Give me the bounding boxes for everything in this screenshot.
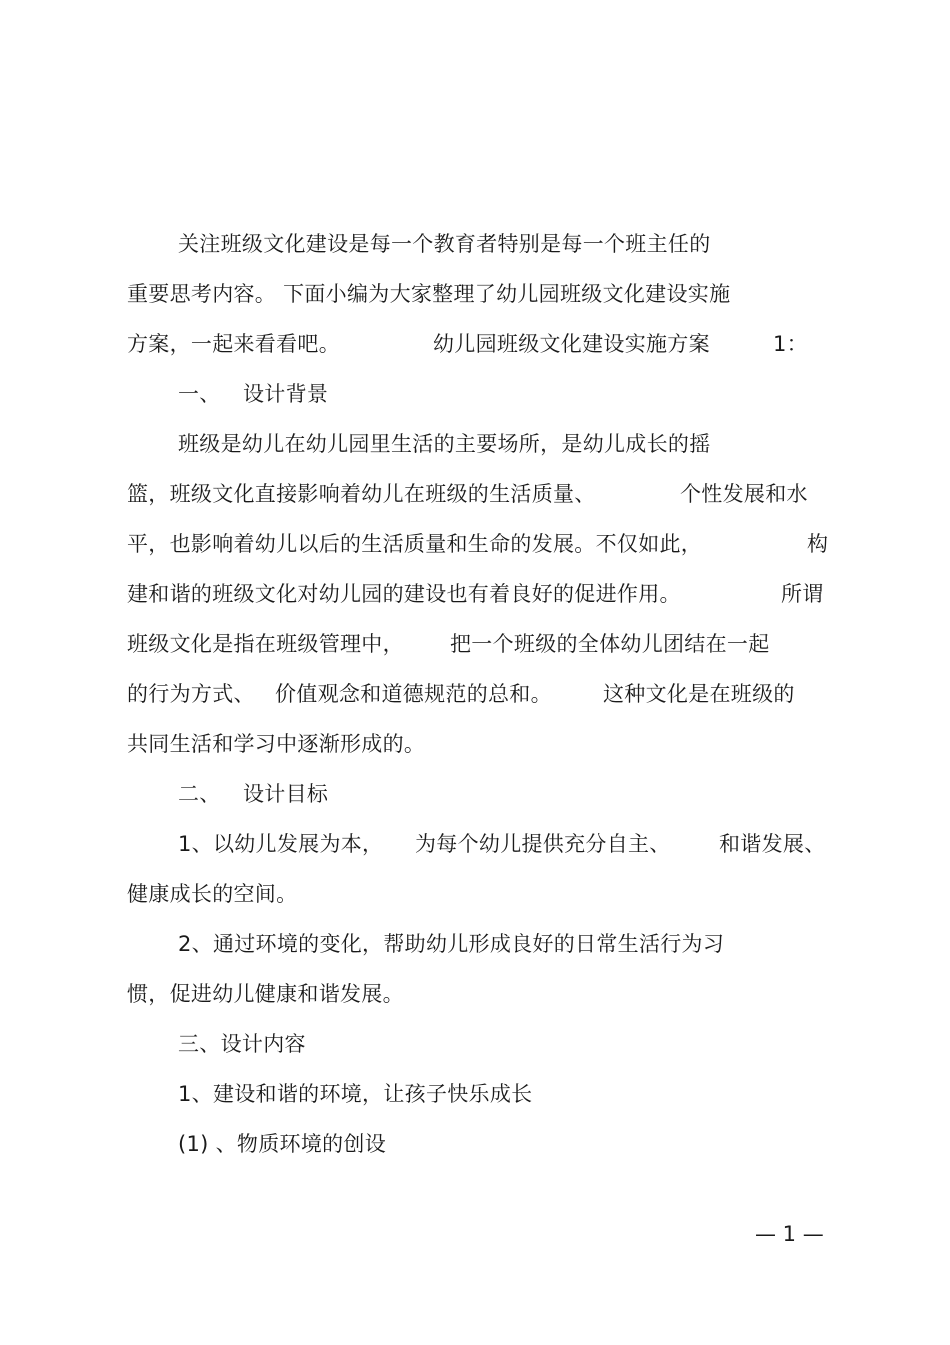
- plan-title: 幼儿园班级文化建设实施方案: [433, 332, 710, 356]
- background-line-6b: 价值观念和道德规范的总和。: [275, 682, 552, 706]
- background-line-2: 篮，班级文化直接影响着幼儿在班级的生活质量、: [127, 482, 596, 506]
- intro-line-1: 关注班级文化建设是每一个教育者特别是每一个班主任的: [178, 232, 711, 256]
- goal-2-line-1: 2、通过环境的变化，帮助幼儿形成良好的日常生活行为习: [178, 932, 725, 956]
- background-line-4b: 所谓: [781, 582, 824, 606]
- background-line-3: 平，也影响着幼儿以后的生活质量和生命的发展。不仅如此，: [127, 532, 703, 556]
- goal-2-line-2: 惯，促进幼儿健康和谐发展。: [127, 982, 404, 1006]
- background-line-4: 建和谐的班级文化对幼儿园的建设也有着良好的促进作用。: [127, 582, 681, 606]
- background-line-1: 班级是幼儿在幼儿园里生活的主要场所，是幼儿成长的摇: [178, 432, 711, 456]
- section-2-number: 二、: [178, 782, 221, 806]
- intro-line-3: 方案，一起来看看吧。: [127, 332, 340, 356]
- page-number: — 1 —: [755, 1222, 824, 1246]
- background-line-5b: 把一个班级的全体幼儿团结在一起: [450, 632, 770, 656]
- background-line-6: 的行为方式、: [127, 682, 255, 706]
- goal-1-line-1: 1、以幼儿发展为本，: [178, 832, 384, 856]
- goal-1-line-1c: 和谐发展、: [719, 832, 826, 856]
- section-2-title: 设计目标: [243, 782, 329, 806]
- background-line-3b: 构: [807, 532, 829, 556]
- section-1-number: 一、: [178, 382, 221, 406]
- goal-1-line-1b: 为每个幼儿提供充分自主、: [415, 832, 671, 856]
- background-line-5: 班级文化是指在班级管理中，: [127, 632, 404, 656]
- content-item-1-1: (1) 、物质环境的创设: [178, 1132, 387, 1156]
- goal-1-line-2: 健康成长的空间。: [127, 882, 298, 906]
- plan-number: 1：: [773, 332, 808, 356]
- section-3-heading: 三、设计内容: [178, 1032, 306, 1056]
- background-line-6c: 这种文化是在班级的: [603, 682, 795, 706]
- background-line-7: 共同生活和学习中逐渐形成的。: [127, 732, 426, 756]
- content-item-1: 1、建设和谐的环境，让孩子快乐成长: [178, 1082, 533, 1106]
- intro-line-2: 重要思考内容。 下面小编为大家整理了幼儿园班级文化建设实施: [127, 282, 731, 306]
- section-1-title: 设计背景: [243, 382, 329, 406]
- background-line-2b: 个性发展和水: [680, 482, 808, 506]
